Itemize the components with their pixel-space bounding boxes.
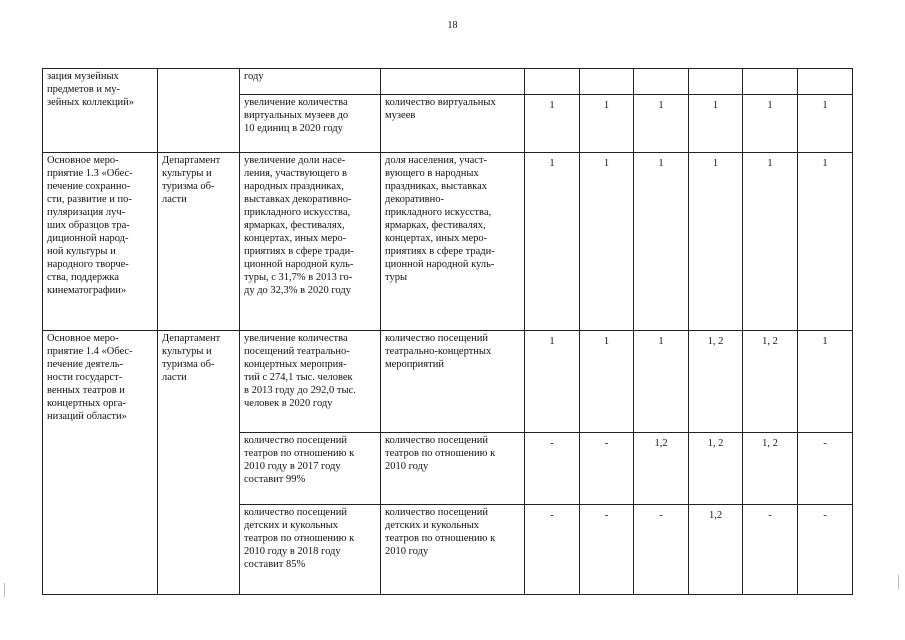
value-cell: 1 (798, 95, 853, 153)
value-cell: 1 (743, 153, 798, 331)
value-cell: 1, 2 (743, 331, 798, 433)
value-cell: - (580, 505, 634, 595)
indicator-cell: доля населения, участ- вующего в народных праздниках, выставках декоративно- прикладного искусства, ярмарках, фестивалях, концертах, иных меро- приятиях в сфере тради- ционной народной куль- туры (381, 153, 525, 331)
value-cell: 1, 2 (689, 433, 743, 505)
value-cell: 1 (525, 153, 580, 331)
value-cell: 1 (634, 331, 689, 433)
executor-cell: Департамент культуры и туризма об- ласти (158, 331, 240, 595)
result-cell: увеличение количества виртуальных музеев до 10 единиц в 2020 году (240, 95, 381, 153)
value-cell: 1 (689, 153, 743, 331)
value-cell: - (743, 505, 798, 595)
value-cell: - (580, 433, 634, 505)
value-cell: 1 (689, 95, 743, 153)
scan-artifact (4, 583, 5, 597)
value-cell: 1 (580, 95, 634, 153)
value-cell: 1 (798, 153, 853, 331)
indicator-cell (381, 69, 525, 95)
indicator-cell: количество виртуальных музеев (381, 95, 525, 153)
value-cell: 1 (525, 95, 580, 153)
value-cell: 1 (634, 153, 689, 331)
result-cell: увеличение количества посещений театрально- концертных мероприя- тий с 274,1 тыс. человек в 2013 году до 292,0 тыс. человек в 2020 году (240, 331, 381, 433)
value-cell (689, 69, 743, 95)
indicator-cell: количество посещений детских и кукольных театров по отношению к 2010 году (381, 505, 525, 595)
result-cell: увеличение доли насе- ления, участвующего в народных праздниках, выставках декоративно- прикладного искусства, ярмарках, фестивалях, концертах, иных меро- приятиях в сфере тради- ционной народной куль- туры, с 31,7% в 2013 го- ду до 32,3% в 2020 году (240, 153, 381, 331)
executor-cell: Департамент культуры и туризма об- ласти (158, 153, 240, 331)
value-cell (634, 69, 689, 95)
executor-cell (158, 69, 240, 153)
table-row (43, 153, 853, 331)
value-cell: 1 (634, 95, 689, 153)
page-number: 18 (447, 20, 458, 31)
program-measures-table (42, 68, 853, 595)
value-cell (798, 69, 853, 95)
value-cell: 1, 2 (689, 331, 743, 433)
value-cell: 1 (798, 331, 853, 433)
value-cell: 1, 2 (743, 433, 798, 505)
measure-cell: Основное меро- приятие 1.4 «Обес- печение деятель- ности государст- венных театров и концертных орга- низаций области» (43, 331, 158, 595)
value-cell (525, 69, 580, 95)
result-cell: году (240, 69, 381, 95)
indicator-cell: количество посещений театрально-концертных мероприятий (381, 331, 525, 433)
result-cell: количество посещений детских и кукольных театров по отношению к 2010 году в 2018 году составит 85% (240, 505, 381, 595)
value-cell: 1 (580, 331, 634, 433)
value-cell: 1 (525, 331, 580, 433)
value-cell: - (798, 505, 853, 595)
value-cell (580, 69, 634, 95)
value-cell: 1 (580, 153, 634, 331)
measure-cell: зация музейных предметов и му- зейных коллекций» (43, 69, 158, 153)
measure-cell: Основное меро- приятие 1.3 «Обес- печение сохранно- сти, развитие и по- пуляризация луч- ших образцов тра- диционной народ- ной культуры и народного творче- ства, поддержка кинематографии» (43, 153, 158, 331)
value-cell: 1,2 (689, 505, 743, 595)
value-cell: 1,2 (634, 433, 689, 505)
table-row (43, 69, 853, 95)
scan-artifact (898, 575, 899, 589)
value-cell: - (525, 433, 580, 505)
value-cell: - (525, 505, 580, 595)
value-cell: - (798, 433, 853, 505)
value-cell (743, 69, 798, 95)
result-cell: количество посещений театров по отношению к 2010 году в 2017 году составит 99% (240, 433, 381, 505)
value-cell: - (634, 505, 689, 595)
table-row (43, 331, 853, 433)
indicator-cell: количество посещений театров по отношению к 2010 году (381, 433, 525, 505)
value-cell: 1 (743, 95, 798, 153)
